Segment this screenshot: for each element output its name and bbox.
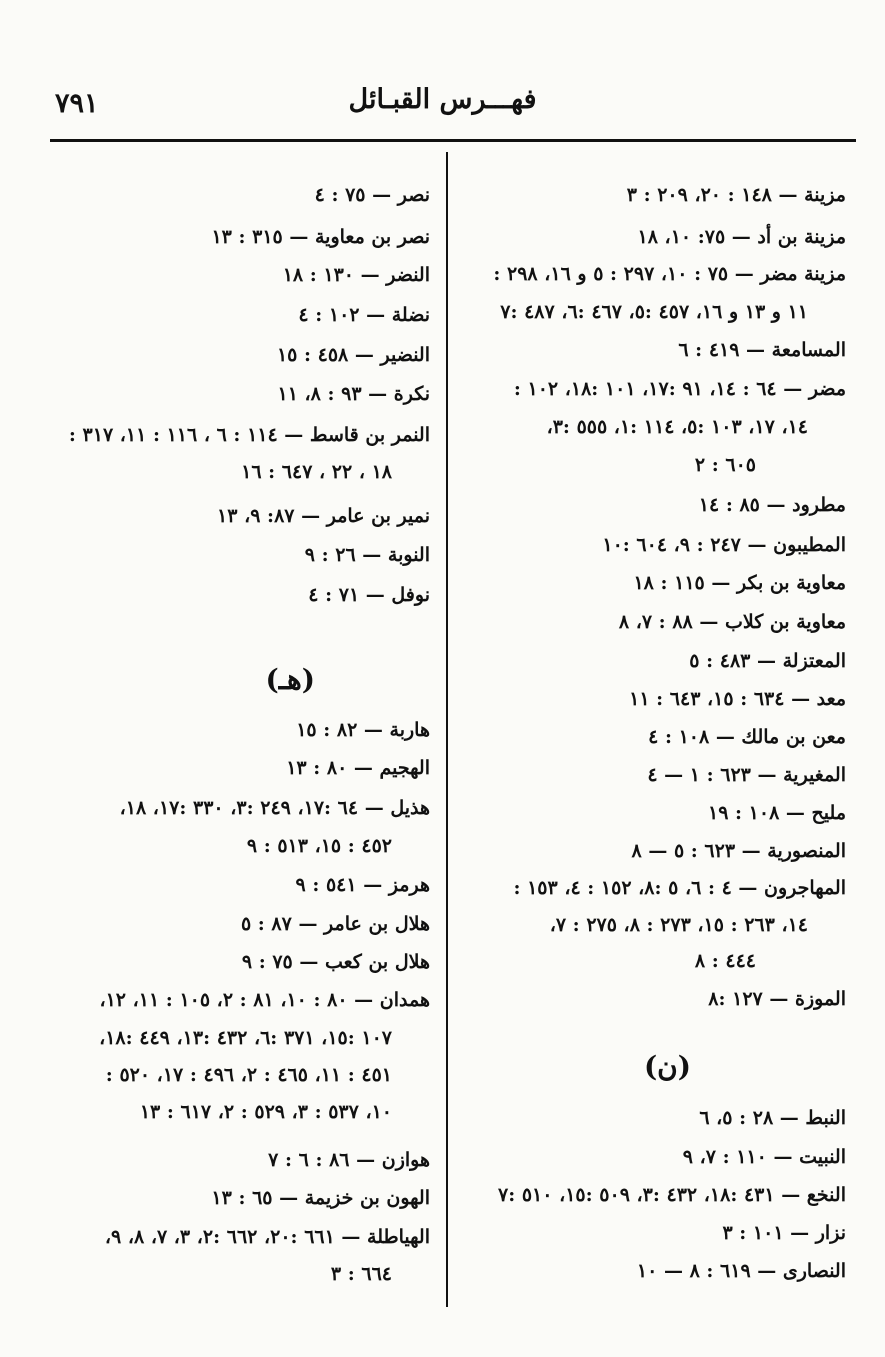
section-header-ha: (هـ): [265, 663, 315, 696]
index-entry: معاوية بن كلاب — ٨٨ : ٧، ٨: [618, 611, 846, 633]
index-entry: هاربة — ٨٢ : ١٥: [296, 719, 430, 741]
index-entry: المعتزلة — ٤٨٣ : ٥: [689, 650, 846, 672]
index-entry: مزينة — ١٤٨ : ٢٠، ٢٠٩ : ٣: [626, 184, 846, 206]
index-entry: النوبة — ٢٦ : ٩: [304, 544, 430, 566]
index-entry: نضلة — ١٠٢ : ٤: [298, 304, 430, 326]
index-entry-continuation: ١٤، ٢٦٣ : ١٥، ٢٧٣ : ٨، ٢٧٥ : ٧،: [549, 914, 808, 936]
header-rule: [50, 139, 856, 142]
index-entry: مزينة بن أد — ٧٥: ١٠، ١٨: [637, 226, 846, 248]
index-entry: الهجيم — ٨٠ : ١٣: [286, 757, 430, 779]
index-entry: الهياطلة — ٦٦١ :٢٠، ٦٦٢ :٢، ٣، ٧، ٨، ٩،: [104, 1226, 430, 1248]
index-entry: معد — ٦٣٤ : ١٥، ٦٤٣ : ١١: [629, 688, 846, 710]
index-entry-continuation: ١١ و ١٣ و ١٦، ٤٥٧ :٥، ٤٦٧ :٦، ٤٨٧ :٧: [500, 301, 808, 323]
index-entry: المهاجرون — ٤ : ٦، ٥ :٨، ١٥٢ : ٤، ١٥٣ :: [513, 877, 846, 899]
index-entry: هوازن — ٨٦ : ٦ : ٧: [268, 1149, 430, 1171]
index-entry-continuation: ٦٦٤ : ٣: [330, 1263, 392, 1285]
index-entry: نكرة — ٩٣ : ٨، ١١: [277, 383, 430, 405]
index-entry: النضر — ١٣٠ : ١٨: [282, 264, 430, 286]
index-entry: نوفل — ٧١ : ٤: [308, 584, 430, 606]
index-entry-continuation: ٤٥٢ : ١٥، ٥١٣ : ٩: [246, 835, 392, 857]
index-entry: نمير بن عامر — ٨٧: ٩، ١٣: [217, 505, 430, 527]
index-entry: همدان — ٨٠ : ١٠، ٨١ : ٢، ١٠٥ : ١١، ١٢،: [99, 989, 430, 1011]
index-entry: مضر — ٦٤ : ١٤، ٩١ :١٧، ١٠١ :١٨، ١٠٢ :: [513, 378, 846, 400]
index-entry: هذيل — ٦٤ :١٧، ٢٤٩ :٣، ٣٣٠ :١٧، ١٨،: [119, 797, 430, 819]
index-entry: الهون بن خزيمة — ٦٥ : ١٣: [211, 1187, 430, 1209]
index-entry: نصر بن معاوية — ٣١٥ : ١٣: [211, 226, 430, 248]
index-entry: النصارى — ٦١٩ : ٨ — ١٠: [636, 1260, 846, 1282]
index-entry: نزار — ١٠١ : ٣: [722, 1222, 846, 1244]
index-entry-continuation: ١٠، ٥٣٧ : ٣، ٥٢٩ : ٢، ٦١٧ : ١٣: [139, 1101, 392, 1123]
index-entry: النضير — ٤٥٨ : ١٥: [276, 344, 430, 366]
page-number: ٧٩١: [55, 88, 99, 119]
index-entry: مطرود — ٨٥ : ١٤: [698, 494, 846, 516]
index-entry-continuation: ١٨ ، ٢٢ ، ٦٤٧ : ١٦: [241, 461, 392, 483]
index-entry: نصر — ٧٥ : ٤: [314, 184, 430, 206]
index-entry-continuation: ١٠٧ :١٥، ٣٧١ :٦، ٤٣٢ :١٣، ٤٤٩ :١٨،: [99, 1027, 392, 1049]
running-title: فهـــرس القبـائل: [348, 84, 537, 115]
index-entry-continuation: ٤٤٤ : ٨: [694, 950, 756, 972]
index-entry: النمر بن قاسط — ١١٤ : ٦ ، ١١٦ : ١١، ٣١٧ :: [68, 424, 430, 446]
index-entry: المنصورية — ٦٢٣ : ٥ — ٨: [631, 840, 846, 862]
index-entry: مليح — ١٠٨ : ١٩: [708, 802, 846, 824]
index-entry: النبيت — ١١٠ : ٧، ٩: [682, 1146, 846, 1168]
index-entry: معاوية بن بكر — ١١٥ : ١٨: [633, 572, 846, 594]
index-entry: هرمز — ٥٤١ : ٩: [295, 874, 430, 896]
index-entry-continuation: ٦٠٥ : ٢: [694, 454, 756, 476]
index-entry-continuation: ١٤، ١٧، ١٠٣ :٥، ١١٤ :١، ٥٥٥ :٣،: [546, 416, 808, 438]
index-entry: الموزة — ١٢٧ :٨: [708, 988, 846, 1010]
index-entry: المغيرية — ٦٢٣ : ١ — ٤: [647, 764, 846, 786]
section-header-nun: (ن): [643, 1050, 691, 1083]
index-entry: هلال بن كعب — ٧٥ : ٩: [241, 951, 430, 973]
index-entry: النبط — ٢٨ : ٥، ٦: [699, 1107, 846, 1129]
column-divider: [446, 152, 448, 1307]
index-entry-continuation: ٤٥١ : ١١، ٤٦٥ : ٢، ٤٩٦ : ١٧، ٥٢٠ :: [105, 1064, 392, 1086]
index-entry: المسامعة — ٤١٩ : ٦: [678, 339, 846, 361]
index-entry: مزينة مضر — ٧٥ : ١٠، ٢٩٧ : ٥ و ١٦، ٢٩٨ :: [493, 263, 846, 285]
index-entry: معن بن مالك — ١٠٨ : ٤: [648, 726, 846, 748]
index-entry: هلال بن عامر — ٨٧ : ٥: [240, 913, 430, 935]
index-entry: المطيبون — ٢٤٧ : ٩، ٦٠٤ :١٠: [602, 534, 846, 556]
index-entry: النخع — ٤٣١ :١٨، ٤٣٢ :٣، ٥٠٩ :١٥، ٥١٠ :٧: [497, 1184, 846, 1206]
